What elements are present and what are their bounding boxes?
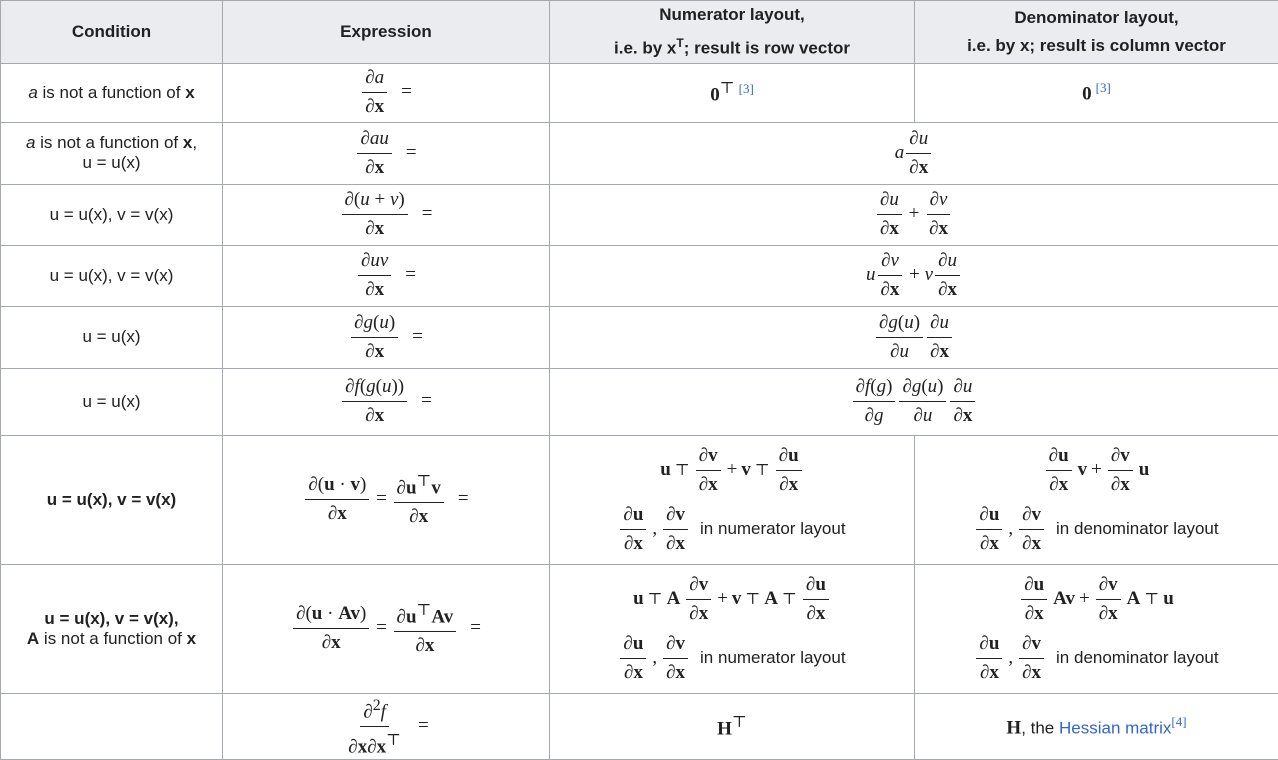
numerator-result-cell: 0⊤ [3]	[550, 63, 915, 122]
expression-cell: $\frac{\partial(u \cdot v)}{\partial x}$ = $\frac{\partial u^⊤v}{\partial x}$ =	[223, 435, 550, 564]
denominator-result-cell: 0 [3]	[915, 63, 1278, 122]
table-row	[1, 368, 1278, 435]
table-row	[1, 63, 1278, 122]
expression-cell: $\frac{\partial(u \cdot Av)}{\partial x}$ = $\frac{\partial u^⊤Av}{\partial x}$ =	[223, 564, 550, 693]
header-condition: Condition	[1, 1, 223, 64]
numerator-result-cell: u ⊤ $\frac{\partial v}{\partial x}$ + v ⊤ $\frac{\partial u}{\partial x}$ $\frac{\partial u}{\partial x}$ , $\frac{\partial v}{\partial x}$ in numerator layout	[550, 435, 915, 564]
shared-result-cell: u $\frac{\partial v}{\partial x}$ + v $\frac{\partial u}{\partial x}$	[550, 245, 1278, 306]
condition-cell: u = u(x)	[1, 368, 223, 435]
shared-result-cell: $\frac{\partial u}{\partial x}$ + $\frac{\partial v}{\partial x}$	[550, 184, 1278, 245]
header-row	[1, 1, 1278, 64]
condition-cell: u = u(x), v = v(x)	[1, 184, 223, 245]
table-row	[1, 306, 1278, 368]
condition-cell: u = u(x), v = v(x)	[1, 435, 223, 564]
condition-cell: a is not a function of x, u = u(x)	[1, 122, 223, 184]
expression-cell: $\frac{\partial f(g(u))}{\partial x}$ =	[223, 368, 550, 435]
shared-result-cell: a $\frac{\partial u}{\partial x}$	[550, 122, 1278, 184]
expression-cell: $\frac{\partial(u + v)}{\partial x}$ =	[223, 184, 550, 245]
condition-cell: a is not a function of x	[1, 63, 223, 122]
condition-cell: u = u(x)	[1, 306, 223, 368]
header-denominator-layout: Denominator layout, i.e. by x; result is column vector	[915, 1, 1278, 64]
expression-cell: $\frac{\partial a}{\partial x}$ =	[223, 63, 550, 122]
expression-cell: $\frac{\partial^2f}{\partial x\partial x^⊤}$ =	[223, 693, 550, 760]
citation-link[interactable]: [3]	[1096, 80, 1111, 95]
condition-cell: u = u(x), v = v(x)	[1, 245, 223, 306]
table-row	[1, 122, 1278, 184]
numerator-result-cell: H⊤	[550, 693, 915, 760]
table-row	[1, 564, 1278, 693]
citation-link[interactable]: [4]	[1171, 714, 1186, 729]
condition-cell	[1, 693, 223, 760]
denominator-result-cell: H, the Hessian matrix[4]	[915, 693, 1278, 760]
expression-cell: $\frac{\partial uv}{\partial x}$ =	[223, 245, 550, 306]
numerator-result-cell: u ⊤ A $\frac{\partial v}{\partial x}$ + v ⊤ A ⊤ $\frac{\partial u}{\partial x}$ $\frac{\partial u}{\partial x}$ , $\frac{\partial v}{\partial x}$ in numerator layout	[550, 564, 915, 693]
condition-cell: u = u(x), v = v(x), A is not a function of x	[1, 564, 223, 693]
table-row	[1, 245, 1278, 306]
shared-result-cell: $\frac{\partial g(u)}{\partial u}$ $\frac{\partial u}{\partial x}$	[550, 306, 1278, 368]
denominator-result-cell: $\frac{\partial u}{\partial x}$ Av + $\frac{\partial v}{\partial x}$ A ⊤ u $\frac{\partial u}{\partial x}$ , $\frac{\partial v}{\partial x}$ in denominator layout	[915, 564, 1278, 693]
table-row	[1, 184, 1278, 245]
table-row	[1, 435, 1278, 564]
hessian-matrix-link[interactable]: Hessian matrix	[1059, 718, 1171, 737]
denominator-result-cell: $\frac{\partial u}{\partial x}$ v + $\frac{\partial v}{\partial x}$ u $\frac{\partial u}{\partial x}$ , $\frac{\partial v}{\partial x}$ in denominator layout	[915, 435, 1278, 564]
shared-result-cell: $\frac{\partial f(g)}{\partial g}$ $\frac{\partial g(u)}{\partial u}$ $\frac{\partial u}{\partial x}$	[550, 368, 1278, 435]
header-expression: Expression	[223, 1, 550, 64]
expression-cell: $\frac{\partial g(u)}{\partial x}$ =	[223, 306, 550, 368]
header-numerator-layout: Numerator layout, i.e. by $x^T$; result is row vector	[550, 1, 915, 64]
table-row	[1, 693, 1278, 760]
expression-cell: $\frac{\partial au}{\partial x}$ =	[223, 122, 550, 184]
citation-link[interactable]: [3]	[739, 81, 754, 96]
